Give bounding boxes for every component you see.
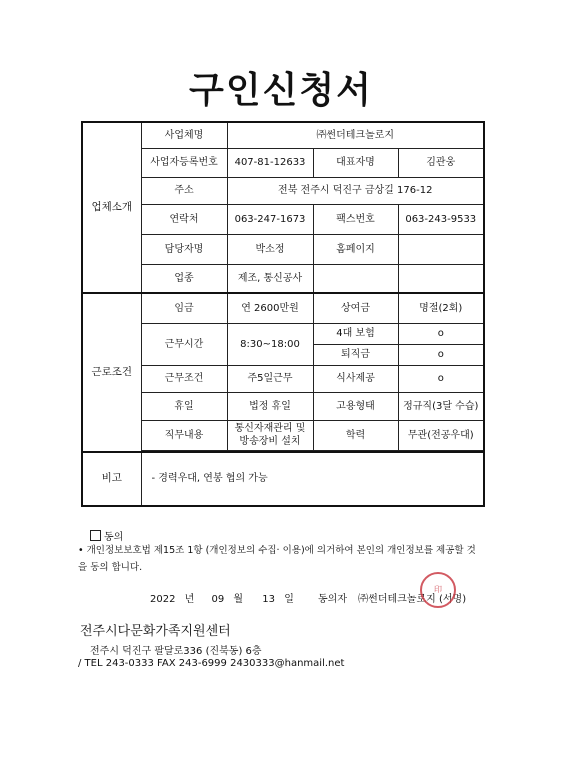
agree-name: ㈜썬더테크놀로지 (서명) [358,594,467,605]
job-application-form [81,121,485,507]
page-title: 구인신청서 [189,70,373,111]
consent-checkbox[interactable] [90,530,101,541]
manager-label: 담당자명 [141,234,227,264]
center-name: 전주시다문화가족지원센터 [80,624,231,639]
phone-value: 063-247-1673 [227,204,313,234]
severance-label: 퇴직금 [313,344,398,365]
hours-label: 근무시간 [141,323,227,365]
homepage-value [398,234,484,264]
duty-line-2: 방송장비 설치 [239,436,301,447]
bonus-label: 상여금 [313,293,398,323]
education-label: 학력 [313,420,398,450]
insurance-value: o [398,323,484,344]
section-conditions-label: 근로조건 [82,293,141,452]
industry-label: 업종 [141,264,227,293]
ceo-label: 대표자명 [313,148,398,177]
duty-label: 직무내용 [141,420,227,450]
empty-cell [398,264,484,293]
remarks-value: - 경력우대, 연봉 협의 가능 [141,452,484,506]
employment-label: 고용형태 [313,392,398,420]
consent-label: 동의 [104,532,124,543]
address-label: 주소 [141,177,227,204]
holiday-label: 휴일 [141,392,227,420]
date-month: 09 [211,594,225,605]
consent-statement: • 개인정보보호법 제15조 1항 (개인정보의 수집· 이용)에 의거하여 본인의 개인정보를 제공할 것을 동의 합니다. [78,545,476,573]
biz-no-label: 사업자등록번호 [141,148,227,177]
signature-date [150,590,294,605]
date-day: 13 [262,594,276,605]
company-name-label: 사업체명 [141,122,227,148]
center-address: 전주시 덕진구 팔달로336 (진북동) 6층 [90,646,262,657]
holiday-value: 법정 휴일 [227,392,313,420]
fax-value: 063-243-9533 [398,204,484,234]
education-value: 무관(전공우대) [398,420,484,450]
meal-value: o [398,365,484,392]
meal-label: 식사제공 [313,365,398,392]
empty-cell [313,264,398,293]
wage-label: 임금 [141,293,227,323]
section-company-label: 업체소개 [82,122,141,293]
company-seal-stamp: 印 [420,572,456,608]
industry-value: 제조, 통신공사 [227,264,313,293]
date-month-unit: 월 [233,594,244,605]
insurance-label: 4대 보험 [313,323,398,344]
manager-value: 박소정 [227,234,313,264]
work-cond-label: 근무조건 [141,365,227,392]
ceo-value: 김관웅 [398,148,484,177]
address-value: 전북 전주시 덕진구 금상길 176-12 [227,177,484,204]
duty-value [227,420,313,450]
section-remarks-label: 비고 [82,452,141,506]
consent-checkbox-row [90,528,123,543]
biz-no-value: 407-81-12633 [227,148,313,177]
wage-value: 연 2600만원 [227,293,313,323]
employment-value: 정규직(3달 수습) [398,392,484,420]
date-year-unit: 년 [184,594,195,605]
date-day-unit: 일 [284,594,294,605]
company-name-value: ㈜썬더테크놀로지 [227,122,484,148]
date-year: 2022 [150,594,176,605]
severance-value: o [398,344,484,365]
agree-label: 동의자 [318,594,347,605]
duty-line-1: 통신자재관리 및 [234,423,306,434]
work-cond-value: 주5일근무 [227,365,313,392]
homepage-label: 홈페이지 [313,234,398,264]
phone-label: 연락처 [141,204,227,234]
bonus-value: 명절(2회) [398,293,484,323]
center-contact: / TEL 243-0333 FAX 243-6999 2430333@hanmail.net [78,658,345,669]
hours-value: 8:30~18:00 [227,323,313,365]
fax-label: 팩스번호 [313,204,398,234]
